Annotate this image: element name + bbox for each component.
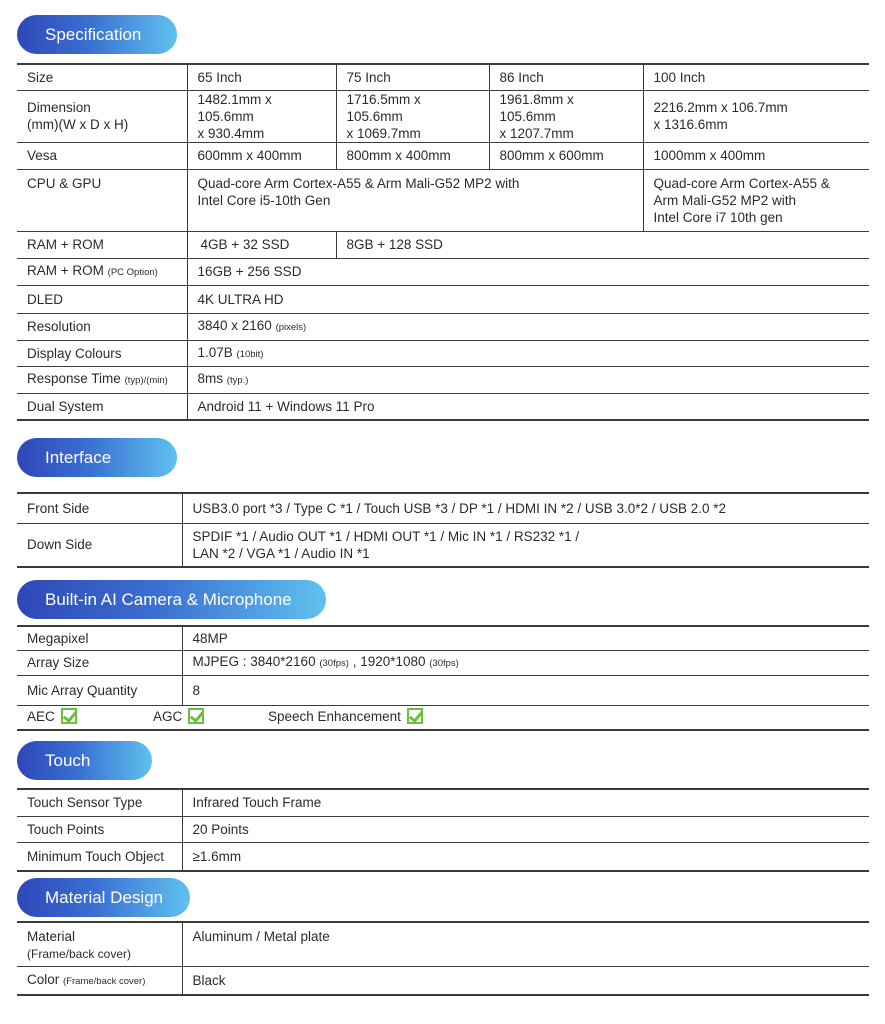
table-row	[17, 523, 869, 567]
row-label-megapixel: Megapixel	[17, 626, 182, 650]
camera-table	[17, 625, 869, 706]
table-row	[17, 966, 869, 995]
row-label-down-side: Down Side	[17, 523, 182, 567]
row-label-touch-sensor: Touch Sensor Type	[17, 789, 182, 816]
cell-vesa-86: 800mm x 600mm	[489, 142, 643, 169]
specification-table	[17, 63, 869, 421]
cell-color: Black	[182, 966, 869, 995]
cell-cpu-65-86: Quad-core Arm Cortex-A55 & Arm Mali-G52 MP2 with Intel Core i5-10th Gen	[187, 169, 643, 231]
table-row	[17, 922, 869, 966]
table-row	[17, 626, 869, 650]
cell-display-colours: 1.07B (10bit)	[187, 340, 869, 366]
cell-dimension-100: 2216.2mm x 106.7mm x 1316.6mm	[643, 90, 869, 142]
checkbox-checked-icon	[61, 708, 77, 724]
table-row	[17, 340, 869, 366]
section-header-material-design: Material Design	[17, 878, 190, 917]
cell-ram-a: 4GB + 32 SSD	[187, 231, 336, 258]
cell-ram-pc: 16GB + 256 SSD	[187, 258, 869, 285]
cell-dimension-65: 1482.1mm x 105.6mm x 930.4mm	[187, 90, 336, 142]
cell-dual-system: Android 11 + Windows 11 Pro	[187, 393, 869, 420]
touch-table	[17, 788, 869, 872]
row-label-cpu-gpu: CPU & GPU	[17, 169, 187, 231]
table-row	[17, 675, 869, 705]
row-label-array-size: Array Size	[17, 650, 182, 675]
row-label-dimension: Dimension (mm)(W x D x H)	[17, 90, 187, 142]
cell-dimension-75: 1716.5mm x 105.6mm x 1069.7mm	[336, 90, 489, 142]
table-row	[17, 493, 869, 523]
row-label-size: Size	[17, 64, 187, 90]
row-label-ram-rom-pc: RAM + ROM (PC Option)	[17, 258, 187, 285]
checkbox-checked-icon	[407, 708, 423, 724]
cell-vesa-65: 600mm x 400mm	[187, 142, 336, 169]
table-row	[17, 366, 869, 393]
row-label-display-colours: Display Colours	[17, 340, 187, 366]
table-row	[17, 142, 869, 169]
table-row	[17, 842, 869, 871]
row-label-min-touch: Minimum Touch Object	[17, 842, 182, 871]
cell-size-65: 65 Inch	[187, 64, 336, 90]
feature-aec: AEC	[27, 708, 77, 724]
feature-speech-enhancement: Speech Enhancement	[268, 708, 423, 724]
row-label-front-side: Front Side	[17, 493, 182, 523]
row-label-mic-array: Mic Array Quantity	[17, 675, 182, 705]
row-label-color: Color (Frame/back cover)	[17, 966, 182, 995]
row-label-material: Material (Frame/back cover)	[17, 922, 182, 966]
table-row	[17, 169, 869, 231]
cell-vesa-100: 1000mm x 400mm	[643, 142, 869, 169]
row-label-dual-system: Dual System	[17, 393, 187, 420]
row-label-response-time: Response Time (typ)/(min)	[17, 366, 187, 393]
cell-size-86: 86 Inch	[489, 64, 643, 90]
cell-cpu-100: Quad-core Arm Cortex-A55 & Arm Mali-G52 MP2 with Intel Core i7 10th gen	[643, 169, 869, 231]
cell-min-touch: ≥1.6mm	[182, 842, 869, 871]
cell-response-time: 8ms (typ.)	[187, 366, 869, 393]
table-row	[17, 393, 869, 420]
material-table	[17, 921, 869, 996]
cell-material: Aluminum / Metal plate	[182, 922, 869, 966]
cell-size-75: 75 Inch	[336, 64, 489, 90]
feature-agc: AGC	[153, 708, 204, 724]
row-label-ram-rom: RAM + ROM	[17, 231, 187, 258]
row-label-touch-points: Touch Points	[17, 816, 182, 842]
cell-size-100: 100 Inch	[643, 64, 869, 90]
cell-vesa-75: 800mm x 400mm	[336, 142, 489, 169]
table-row	[17, 258, 869, 285]
cell-front-side: USB3.0 port *3 / Type C *1 / Touch USB *3 / DP *1 / HDMI IN *2 / USB 3.0*2 / USB 2.0 *2	[182, 493, 869, 523]
table-row	[17, 231, 869, 258]
cell-touch-sensor: Infrared Touch Frame	[182, 789, 869, 816]
cell-ram-b: 8GB + 128 SSD	[336, 231, 869, 258]
table-row	[17, 285, 869, 313]
cell-dimension-86: 1961.8mm x 105.6mm x 1207.7mm	[489, 90, 643, 142]
cell-touch-points: 20 Points	[182, 816, 869, 842]
cell-resolution: 3840 x 2160 (pixels)	[187, 313, 869, 340]
table-row	[17, 650, 869, 675]
row-label-resolution: Resolution	[17, 313, 187, 340]
row-label-dled: DLED	[17, 285, 187, 313]
cell-down-side: SPDIF *1 / Audio OUT *1 / HDMI OUT *1 / Mic IN *1 / RS232 *1 / LAN *2 / VGA *1 / Audio IN *1	[182, 523, 869, 567]
section-header-camera-microphone: Built-in AI Camera & Microphone	[17, 580, 326, 619]
interface-table	[17, 492, 869, 568]
cell-dled: 4K ULTRA HD	[187, 285, 869, 313]
table-row	[17, 64, 869, 90]
cell-megapixel: 48MP	[182, 626, 869, 650]
cell-mic-array: 8	[182, 675, 869, 705]
table-row	[17, 789, 869, 816]
row-label-vesa: Vesa	[17, 142, 187, 169]
checkbox-checked-icon	[188, 708, 204, 724]
feature-checklist	[17, 705, 869, 731]
cell-array-size: MJPEG : 3840*2160 (30fps) , 1920*1080 (30fps)	[182, 650, 869, 675]
table-row	[17, 90, 869, 142]
section-header-specification: Specification	[17, 15, 177, 54]
section-header-interface: Interface	[17, 438, 177, 477]
section-header-touch: Touch	[17, 741, 152, 780]
table-row	[17, 816, 869, 842]
table-row	[17, 313, 869, 340]
